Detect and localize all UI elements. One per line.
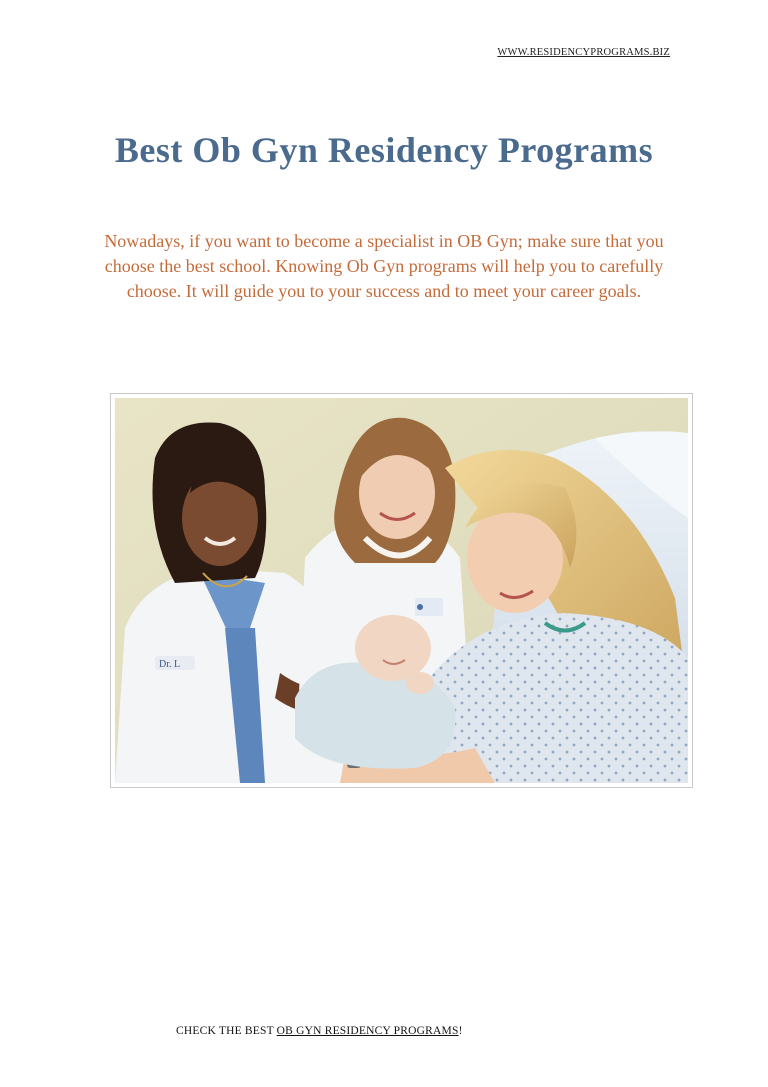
photo-frame	[110, 393, 693, 788]
doctor-name-tag: Dr. L	[159, 659, 181, 670]
page-title: Best Ob Gyn Residency Programs	[114, 130, 654, 170]
residency-programs-link[interactable]: OB GYN RESIDENCY PROGRAMS	[276, 1025, 459, 1037]
footer-cta	[176, 1025, 463, 1037]
footer-suffix: !	[458, 1025, 463, 1037]
footer-prefix: CHECK THE BEST	[176, 1025, 277, 1037]
doctors-with-mother-and-baby-photo	[115, 398, 688, 783]
site-url-link[interactable]: WWW.RESIDENCYPROGRAMS.BIZ	[497, 47, 670, 58]
intro-paragraph: Nowadays, if you want to become a specialist in OB Gyn; make sure that you choose the best school. Knowing Ob Gyn programs will help you to carefully choose. It will guide you to your success and to meet your career goals.	[104, 231, 664, 301]
